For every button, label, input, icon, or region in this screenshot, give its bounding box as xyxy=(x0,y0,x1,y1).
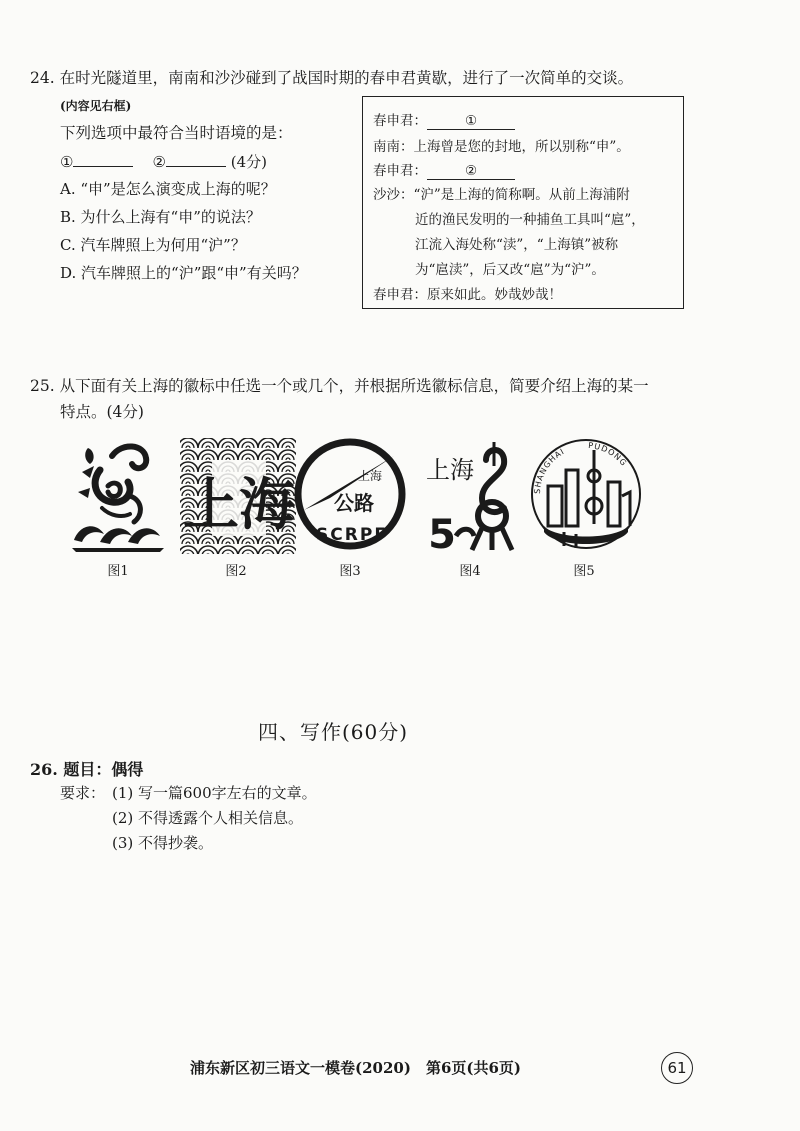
logo-figure-4 xyxy=(412,436,532,556)
dialog-line-4: 沙沙：“沪”是上海的简称啊。从前上海浦附 xyxy=(373,187,630,203)
logo-2-calligraphy: 上海 xyxy=(183,472,295,538)
option-d: D. 汽车牌照上的“沪”跟“申”有关吗？ xyxy=(60,264,307,282)
answer-blank-1[interactable] xyxy=(73,150,133,167)
dialog-line-7: 为“扈渎”，后又改“扈”为“沪”。 xyxy=(415,262,605,278)
option-c: C. 汽车牌照上为何用“沪”？ xyxy=(60,236,246,254)
q24-stem: 24. 在时光隧道里，南南和沙沙碰到了战国时期的春申君黄歇，进行了一次简单的交谈。 xyxy=(30,69,634,87)
dialog-blank-1: ① xyxy=(427,113,515,130)
blank-1-label: ① xyxy=(60,153,74,171)
page-number-circle: 61 xyxy=(661,1052,693,1084)
q24-score: (4分) xyxy=(230,153,268,171)
blank-2-label: ② xyxy=(152,153,166,171)
dialog-line-2: 南南：上海曾是您的封地，所以别称“申”。 xyxy=(373,139,630,155)
shanghai-tower-emblem-icon xyxy=(412,436,532,556)
q26-title: 26. 题目：偶得 xyxy=(30,760,144,779)
page-footer: 浦东新区初三语文一模卷(2020) 第6页(共6页) xyxy=(190,1059,522,1077)
pudong-skyline-emblem-icon xyxy=(526,436,646,556)
q26-requirement-label: 要求： xyxy=(60,784,106,802)
dialog-box xyxy=(362,96,684,309)
caption-figure-2: 图2 xyxy=(225,564,247,579)
q25-line-2: 特点。(4分) xyxy=(60,403,144,421)
q24-answer-row xyxy=(60,150,267,172)
caption-figure-5: 图5 xyxy=(573,564,595,579)
option-a: A. “申”是怎么演变成上海的呢？ xyxy=(60,180,276,198)
dialog-speaker-chunshenjun-2: 春申君： xyxy=(373,163,427,179)
caption-figure-3: 图3 xyxy=(339,564,361,579)
logo-figure-5 xyxy=(526,436,646,556)
logo-figure-1 xyxy=(60,436,180,556)
wave-pattern-calligraphy-icon xyxy=(178,436,298,556)
q26-requirement-1: (1) 写一篇600字左右的文章。 xyxy=(112,784,317,802)
q24-prompt: 下列选项中最符合当时语境的是： xyxy=(60,124,293,142)
q26-requirement-3: (3) 不得抄袭。 xyxy=(112,834,214,852)
q26-requirement-2: (2) 不得透露个人相关信息。 xyxy=(112,809,304,827)
logo-3-scrpf-text: SCRPF xyxy=(316,525,388,545)
logo-3-mid-text: 公路 xyxy=(334,491,374,515)
answer-blank-2[interactable] xyxy=(166,150,226,167)
logo-4-text: 上海 xyxy=(426,456,474,484)
q25-line-1: 25. 从下面有关上海的徽标中任选一个或几个，并根据所选徽标信息，简要介绍上海的某一 xyxy=(30,377,649,395)
dialog-line-3 xyxy=(373,159,515,180)
dialog-speaker-chunshenjun: 春申君： xyxy=(373,113,427,129)
logo-figure-2 xyxy=(178,436,298,556)
section-4-title: 四、写作(60分) xyxy=(258,720,409,744)
logo-5-arc-right: PUDONG xyxy=(587,440,629,469)
logo-4-number: 5 xyxy=(428,512,456,556)
option-b: B. 为什么上海有“申”的说法？ xyxy=(60,208,261,226)
dialog-line-1 xyxy=(373,109,515,130)
logo-figure-3 xyxy=(290,436,410,556)
logo-5-arc-left: SHANGHAI xyxy=(532,446,567,495)
dialog-line-6: 江流入海处称“渎”，“上海镇”被称 xyxy=(415,237,619,253)
q24-note: (内容见右框) xyxy=(60,99,132,113)
caption-figure-1: 图1 xyxy=(107,564,129,579)
scrpf-circle-emblem-icon xyxy=(290,436,410,556)
fish-wave-emblem-icon xyxy=(60,436,180,556)
dialog-blank-2: ② xyxy=(427,163,515,180)
dialog-line-8: 春申君：原来如此。妙哉妙哉！ xyxy=(373,287,562,303)
logo-3-top-text: 上海 xyxy=(357,469,383,483)
dialog-line-5: 近的渔民发明的一种捕鱼工具叫“扈”， xyxy=(415,212,645,228)
caption-figure-4: 图4 xyxy=(459,564,481,579)
